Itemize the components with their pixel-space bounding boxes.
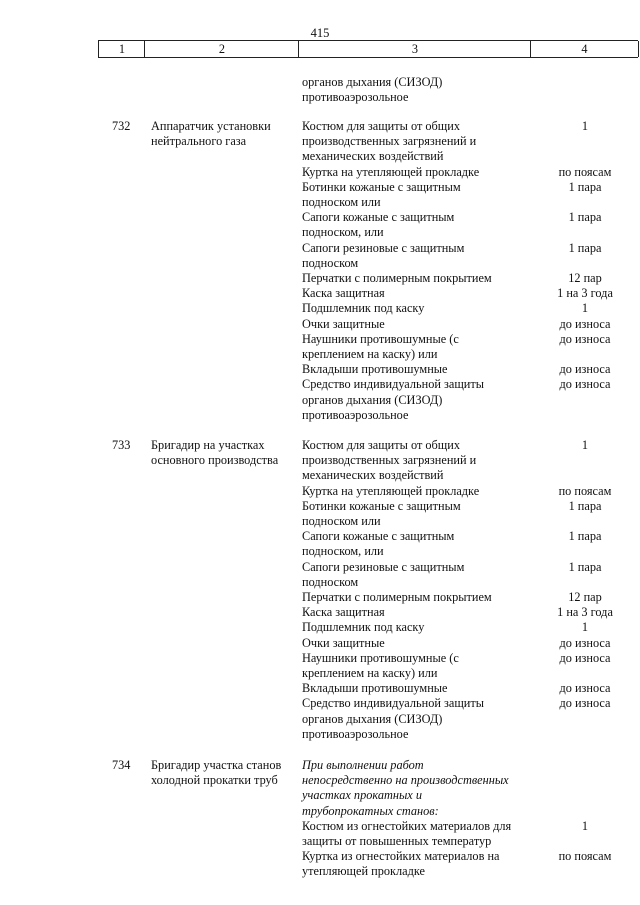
issue-norm: до износа	[559, 681, 611, 696]
ppe-item-line: подноском или	[302, 514, 381, 528]
ppe-item-line: Средство индивидуальной защиты	[302, 377, 485, 392]
ppe-item-line: производственных загрязнений и	[302, 453, 477, 468]
ppe-item-line: Вкладыши противошумные	[302, 362, 448, 377]
position-name-line: Аппаратчик установки	[151, 119, 271, 133]
ppe-item-line: органов дыхания (СИЗОД)	[302, 711, 443, 726]
ppe-item-line: Очки защитные	[302, 635, 385, 650]
issue-norm: 1 пара	[568, 529, 602, 544]
issue-norm: до износа	[559, 650, 611, 665]
ppe-item-line: креплением на каску) или	[302, 666, 438, 680]
ppe-item-line: Каска защитная	[302, 286, 385, 301]
ppe-item-line: подноском или	[302, 195, 381, 209]
issue-norm: до износа	[559, 362, 611, 377]
issue-norm: 1 пара	[568, 240, 602, 255]
ppe-item-line: подноском, или	[302, 225, 384, 240]
issue-norm: до износа	[559, 316, 611, 331]
ppe-item-line: Перчатки с полимерным покрытием	[302, 590, 492, 604]
ppe-item-line: подноском, или	[302, 544, 384, 559]
ppe-item-line: Сапоги кожаные с защитным	[302, 529, 455, 544]
ppe-item-line: противоаэрозольное	[302, 407, 409, 422]
issue-norm: 1	[581, 438, 589, 452]
issue-norm: 1 на 3 года	[557, 605, 613, 620]
ppe-item-line: защиты от повышенных температур	[302, 834, 492, 848]
header-col-4: 4	[530, 41, 639, 57]
header-col-2: 2	[144, 41, 299, 57]
ppe-item-line: Наушники противошумные (с	[302, 331, 459, 346]
row-number: 733	[112, 438, 131, 452]
issue-norm: 1	[581, 301, 589, 316]
ppe-item-line: Сапоги кожаные с защитным	[302, 210, 455, 225]
issue-norm: 1 пара	[568, 559, 602, 574]
ppe-item-line: Очки защитные	[302, 316, 385, 331]
issue-norm: по поясам	[558, 483, 612, 498]
header-col-3: 3	[298, 41, 531, 57]
issue-norm: 12 пар	[568, 590, 602, 604]
ppe-item-line: Куртка на утепляющей прокладке	[302, 164, 480, 179]
issue-norm: до износа	[559, 635, 611, 650]
ppe-item-line: Подшлемник под каску	[302, 620, 425, 635]
ppe-item-line: подноском	[302, 574, 359, 589]
ppe-item-line: Костюм из огнестойких материалов для	[302, 818, 512, 833]
issue-norm: 1 пара	[568, 210, 602, 225]
ppe-item-line: Куртка на утепляющей прокладке	[302, 483, 480, 498]
ppe-item-line: Сапоги резиновые с защитным	[302, 559, 465, 574]
issue-norm: 1	[581, 620, 589, 635]
condition-note-line: При выполнении работ	[302, 758, 424, 772]
row-number: 734	[112, 758, 131, 772]
issue-norm: по поясам	[558, 164, 612, 179]
ppe-item-line: Перчатки с полимерным покрытием	[302, 271, 492, 285]
issue-norm: 12 пар	[568, 271, 602, 285]
position-name-line: Бригадир участка станов	[151, 758, 282, 772]
ppe-item-line: механических воздействий	[302, 468, 444, 483]
ppe-item-line: утепляющей прокладке	[302, 864, 425, 879]
ppe-item-line: Ботинки кожаные с защитным	[302, 179, 461, 194]
ppe-item-line: Сапоги резиновые с защитным	[302, 240, 465, 255]
ppe-item-line: противоаэрозольное	[302, 726, 409, 741]
issue-norm: до износа	[559, 696, 611, 711]
issue-norm: до износа	[559, 377, 611, 392]
issue-norm: до износа	[559, 331, 611, 346]
ppe-item-line: подноском	[302, 255, 359, 270]
position-name-line: основного производства	[151, 453, 279, 468]
position-name-line: нейтрального газа	[151, 134, 247, 149]
ppe-item-line: производственных загрязнений и	[302, 134, 477, 149]
position-name-line: Бригадир на участках	[151, 438, 265, 452]
condition-note-line: непосредственно на производственных	[302, 773, 509, 788]
ppe-item-line: креплением на каску) или	[302, 347, 438, 361]
ppe-item-line: Ботинки кожаные с защитным	[302, 498, 461, 513]
position-name-line: холодной прокатки труб	[151, 773, 278, 788]
continuation-line: органов дыхания (СИЗОД)	[302, 75, 443, 89]
table-header	[98, 40, 638, 58]
issue-norm: 1 на 3 года	[557, 286, 613, 301]
header-col-1: 1	[98, 41, 145, 57]
ppe-item-line: Каска защитная	[302, 605, 385, 620]
ppe-item-line: механических воздействий	[302, 149, 444, 164]
row-number: 732	[112, 119, 131, 133]
continuation-line: противоаэрозольное	[302, 90, 409, 105]
ppe-item-line: Наушники противошумные (с	[302, 650, 459, 665]
ppe-item-line: органов дыхания (СИЗОД)	[302, 392, 443, 407]
ppe-item-line: Подшлемник под каску	[302, 301, 425, 316]
page-number: 415	[310, 26, 330, 40]
ppe-item-line: Средство индивидуальной защиты	[302, 696, 485, 711]
issue-norm: 1	[581, 119, 589, 133]
ppe-item-line: Вкладыши противошумные	[302, 681, 448, 696]
condition-note-line: участках прокатных и	[302, 788, 422, 803]
ppe-item-line: Костюм для защиты от общих	[302, 119, 460, 133]
ppe-item-line: Куртка из огнестойких материалов на	[302, 849, 500, 864]
ppe-item-line: Костюм для защиты от общих	[302, 438, 460, 452]
issue-norm: 1 пара	[568, 498, 602, 513]
issue-norm: 1 пара	[568, 179, 602, 194]
issue-norm: по поясам	[558, 849, 612, 864]
issue-norm: 1	[581, 818, 589, 833]
condition-note-line: трубопрокатных станов:	[302, 803, 439, 818]
